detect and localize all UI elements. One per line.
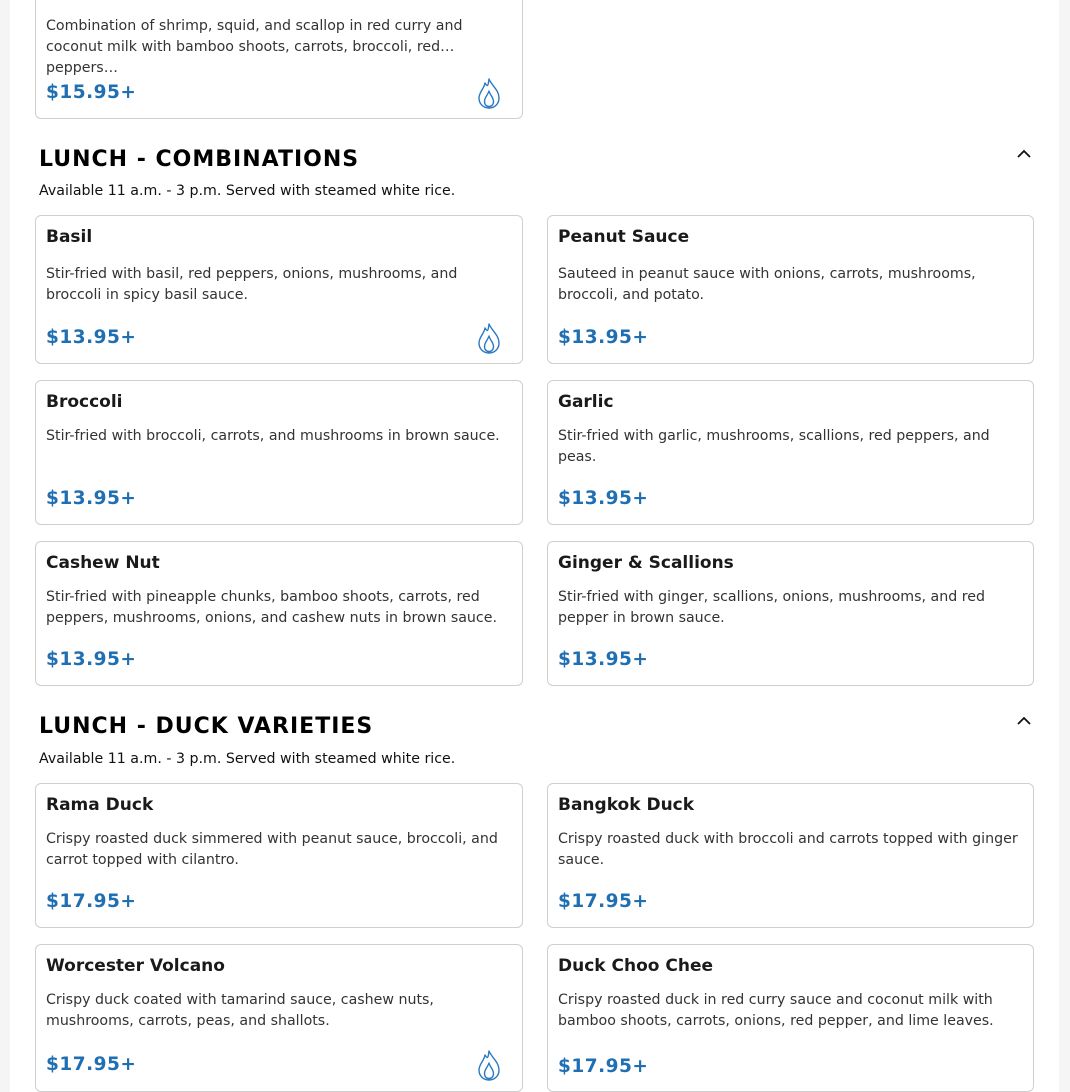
menu-item-description: Stir-fried with pineapple chunks, bamboo shoots, carrots, red peppers, mushrooms, onions, and cashew nuts in brown sauce. bbox=[46, 589, 497, 626]
menu-item-card[interactable] bbox=[35, 0, 523, 119]
menu-item-card-broccoli[interactable] bbox=[35, 380, 523, 525]
menu-item-card-peanut-sauce[interactable] bbox=[547, 215, 1034, 364]
menu-item-card-bangkok-duck[interactable] bbox=[547, 783, 1034, 928]
menu-item-card-worcester-volcano[interactable] bbox=[35, 944, 523, 1092]
menu-item-price: $13.95+ bbox=[558, 327, 649, 348]
menu-item-price: $17.95+ bbox=[46, 1054, 137, 1075]
menu-item-description: Crispy duck coated with tamarind sauce, cashew nuts, mushrooms, carrots, peas, and shallots. bbox=[46, 992, 434, 1029]
menu-item-price: $17.95+ bbox=[558, 1056, 649, 1077]
menu-item-name: Basil bbox=[46, 227, 93, 247]
chevron-up-icon[interactable] bbox=[1016, 714, 1032, 726]
menu-item-price: $13.95+ bbox=[46, 327, 137, 348]
menu-item-card-cashew-nut[interactable] bbox=[35, 541, 523, 686]
menu-item-card-ginger-scallions[interactable] bbox=[547, 541, 1034, 686]
menu-item-price: $13.95+ bbox=[558, 649, 649, 670]
flame-icon bbox=[476, 322, 502, 354]
menu-item-price: $15.95+ bbox=[46, 82, 137, 103]
menu-item-price: $17.95+ bbox=[46, 891, 137, 912]
menu-item-name: Cashew Nut bbox=[46, 553, 160, 573]
menu-item-description: Crispy roasted duck with broccoli and carrots topped with ginger sauce. bbox=[558, 831, 1018, 868]
menu-item-name: Broccoli bbox=[46, 392, 123, 412]
menu-page bbox=[10, 0, 1059, 1092]
menu-item-price: $13.95+ bbox=[558, 488, 649, 509]
menu-item-description: Crispy roasted duck simmered with peanut sauce, broccoli, and carrot topped with cilantro. bbox=[46, 831, 498, 868]
section-subtitle: Available 11 a.m. - 3 p.m. Served with steamed white rice. bbox=[39, 751, 456, 767]
menu-item-card-rama-duck[interactable] bbox=[35, 783, 523, 928]
menu-item-price: $17.95+ bbox=[558, 891, 649, 912]
menu-item-price: $13.95+ bbox=[46, 649, 137, 670]
menu-item-description: Combination of shrimp, squid, and scallop in red curry and coconut milk with bamboo shoots, carrots, broccoli, red peppers… bbox=[46, 18, 463, 76]
section-subtitle: Available 11 a.m. - 3 p.m. Served with steamed white rice. bbox=[39, 183, 456, 199]
menu-item-card-garlic[interactable] bbox=[547, 380, 1034, 525]
menu-item-name: Worcester Volcano bbox=[46, 956, 225, 976]
menu-item-name: Peanut Sauce bbox=[558, 227, 690, 247]
chevron-up-icon[interactable] bbox=[1016, 147, 1032, 159]
menu-item-card-basil[interactable] bbox=[35, 215, 523, 364]
menu-item-description: Crispy roasted duck in red curry sauce and coconut milk with bamboo shoots, carrots, onions, red pepper, and lime leaves. bbox=[558, 992, 994, 1029]
menu-item-name: Ginger & Scallions bbox=[558, 553, 734, 573]
menu-item-name: Bangkok Duck bbox=[558, 795, 695, 815]
section-title: LUNCH - COMBINATIONS bbox=[39, 147, 360, 172]
menu-item-description: Stir-fried with garlic, mushrooms, scallions, red peppers, and peas. bbox=[558, 428, 990, 465]
menu-item-description: Sauteed in peanut sauce with onions, carrots, mushrooms, broccoli, and potato. bbox=[558, 266, 976, 303]
flame-icon bbox=[476, 77, 502, 109]
menu-item-description: Stir-fried with broccoli, carrots, and mushrooms in brown sauce. bbox=[46, 428, 500, 444]
menu-item-description: Stir-fried with basil, red peppers, onions, mushrooms, and broccoli in spicy basil sauce. bbox=[46, 266, 458, 303]
flame-icon bbox=[476, 1049, 502, 1081]
menu-item-description: Stir-fried with ginger, scallions, onions, mushrooms, and red pepper in brown sauce. bbox=[558, 589, 985, 626]
menu-item-name: Garlic bbox=[558, 392, 614, 412]
menu-item-card-duck-choo-chee[interactable] bbox=[547, 944, 1034, 1092]
section-title: LUNCH - DUCK VARIETIES bbox=[39, 714, 374, 739]
menu-item-price: $13.95+ bbox=[46, 488, 137, 509]
menu-item-name: Rama Duck bbox=[46, 795, 154, 815]
menu-item-name: Duck Choo Chee bbox=[558, 956, 714, 976]
